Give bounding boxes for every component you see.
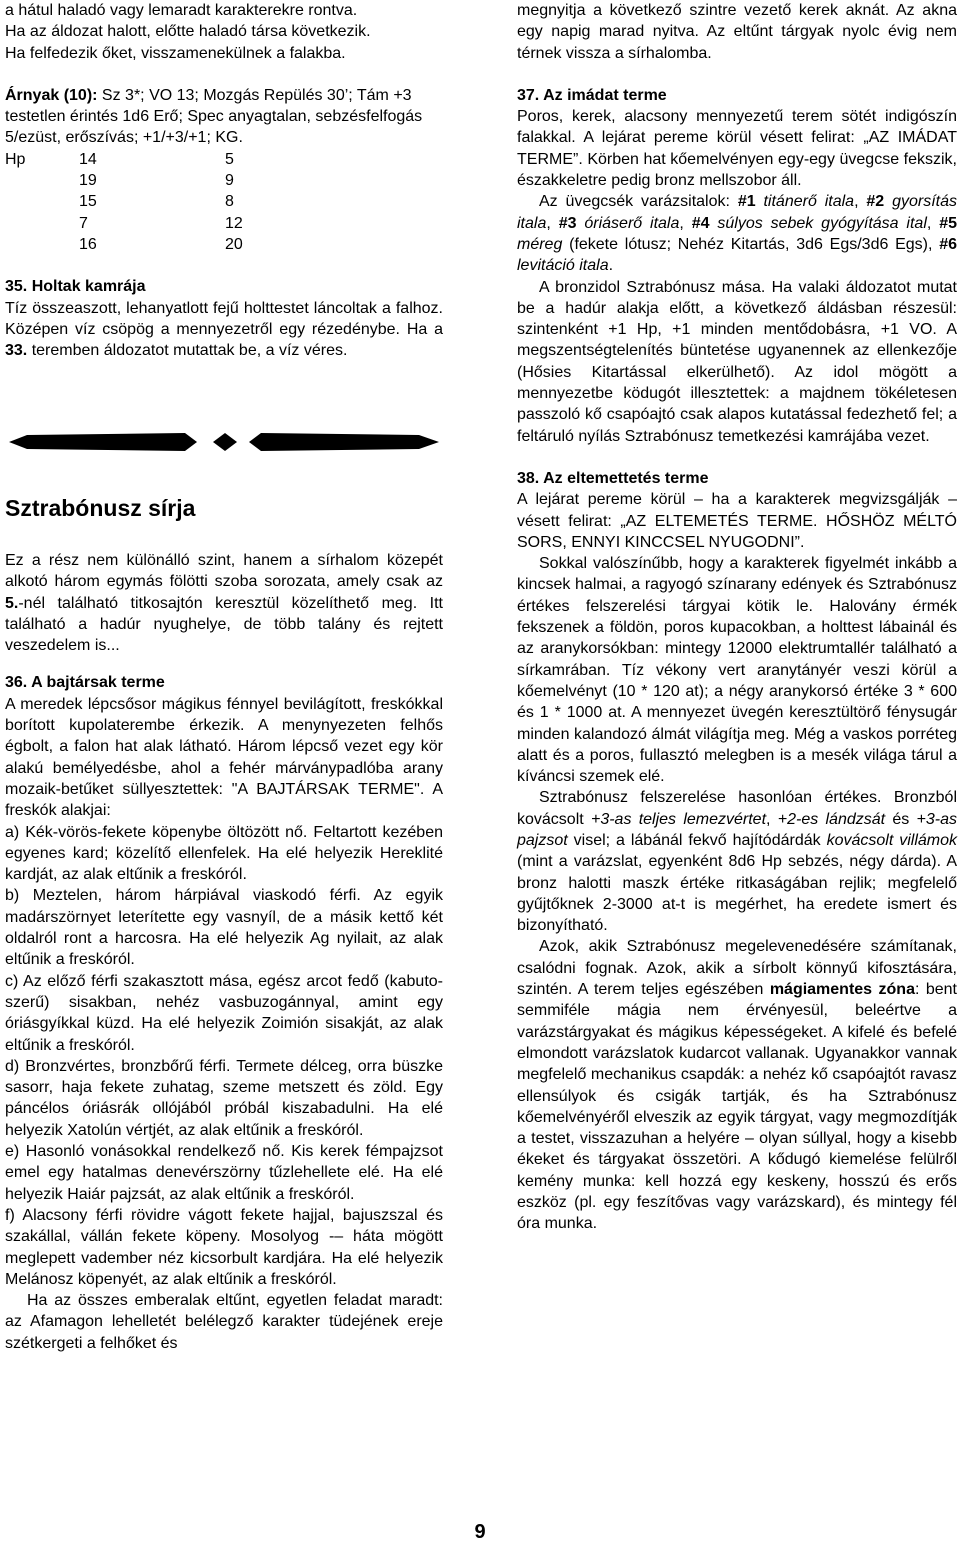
- section-title: Sztrabónusz sírja: [5, 495, 196, 521]
- room-36-text: A meredek lépcsősor mágikus fénnyel bevilágított, freskókkal borított kupolaterembe érkezik. A menynyezeten felhős égbolt, a falon hat alak látható. Három lépcső vezet egy kör alakú bemélyedésbe, ahol a fehér márványpadlóba arany mozaik-betűket süllyesztettek: "A BAJTÁRSAK TERME". A freskók alakjai:: [5, 695, 443, 820]
- room-37-heading: 37. Az imádat terme: [517, 86, 667, 104]
- room-38-p1: A lejárat pereme körül – ha a karakterek megvizsgálják – vésett felirat: „AZ ELTEMETÉS TERME. HŐSHÖZ MÉLTÓ SORS, ENNYI KINCCSEL NYUGODNI”.: [517, 491, 957, 551]
- intro-line-2: Ha az áldozat halott, előtte haladó társa következik.: [5, 23, 371, 41]
- room-38-p2: Sokkal valószínűbb, hogy a karakterek figyelmét inkább a kincsek halmai, a ragyogó színarany edények és Sztrabónusz értékes felszerelési tárgyai kötik le. Halovány érmék fekszenek a földön, poros kupacokban, a holttest lábainál és az aranykorsókban: mintegy 12000 elektrumtallér található a sírkamrában. Tíz vékony vert aranytányér veszi körül a kőemelvényt (10 * 120 at); a négy aranykorsó értéke 3 * 600 és 1 * 1000 at. A mennyezet üvegén keresztültörő fénysugár minden kalandozó álmát világítja meg. Még a vaskos porréteg alatt és a poros, fullasztó melegben is a mesék világa tárul a kíváncsi szemek elé.: [517, 555, 957, 786]
- fresco-item-e: e) Hasonló vonásokkal rendelkező nő. Kis kerek fémpajzsot emel egy hatalmas denevérszörny tűzlehellete elé. Ha elé helyezik Haiár pajzsát, az alak eltűnik a freskóról.: [5, 1143, 443, 1203]
- hp-label: Hp: [5, 150, 26, 168]
- hp-row: [5, 191, 265, 212]
- left-column-lower: [5, 550, 443, 1354]
- shadow-stat-name: Árnyak (10):: [5, 86, 98, 104]
- room-37-p3: A bronzidol Sztrabónusz mása. Ha valaki áldozatot mutat be a hadúr alakja előtt, a következő áldásban részesül: szintenként +1 Hp, +1 minden mentődobásra, +1 VO. A megszentségtelenítés büntetése ugyanennek az ellenkezője (Hősies Kitartással elkerülhető). Az idol mögött a mennyezetbe ködugót illesztettek: a majdnem tökéletesen passzoló kő csapóajtó csak alapos kutatással fedezhető fel; a feltáruló nyílás Sztrabónusz temetkezési kamrájába vezet.: [517, 278, 957, 445]
- shadow-stat-block: [5, 85, 443, 149]
- hp-value: 14: [79, 150, 97, 168]
- hp-value: 12: [225, 214, 243, 232]
- hp-value: 7: [79, 214, 88, 232]
- room-37-potions: Az üvegcsék varázsitalok: #1 titánerő itala, #2 gyorsítás itala, #3 óriáserő itala, #4 súlyos sebek gyógyítása ital, #5 méreg (fekete lótusz; Nehéz Kitartás, 3d6 Egs/3d6 Egs), #6 levitáció itala.: [517, 193, 958, 275]
- room-36-heading: 36. A bajtársak terme: [5, 674, 165, 692]
- intro-line-1: a hátul haladó vagy lemaradt karakterekre rontva.: [5, 2, 358, 19]
- section-intro: Ez a rész nem különálló szint, hanem a sírhalom közepét alkotó három egymás fölötti szoba sorozata, amely csak az 5.-nél található titkosajtón keresztül közelíthető meg. Itt található a hadúr nyughelye, de több talány és rejtett veszedelem is...: [5, 552, 443, 655]
- page-number: 9: [474, 1521, 486, 1543]
- room-36-closing: Ha az összes emberalak eltűnt, egyetlen feladat maradt: az Afamagon lehelletét belélegző karakter tüdejének ereje szétkergeti a felhőket és: [5, 1292, 443, 1352]
- fresco-item-c: c) Az előző férfi szakasztott mása, egész arcot fedő (kabuto-szerű) sisakban, nehéz vasbuzogánnyal, amint egy óriásgyíkkal küzd. Ha elé helyezik Zoimión sisakját, az alak eltűnik a freskóról.: [5, 972, 443, 1054]
- section-divider-ornament: [5, 426, 443, 458]
- fresco-item-a: a) Kék-vörös-fekete köpenybe öltözött nő. Feltartott kezében egyenes kard; közelítő ellenfelek. Ha elé helyezik Hereklité kardját, az alak eltűnik a freskóról.: [5, 823, 443, 884]
- fresco-item-f: f) Alacsony férfi rövidre vágott fekete hajjal, bajuszszal és szakállal, vállán fekete köpeny. Mosolyog -– háta mögött meglepett vadember néz kicsorbult kardjára. Ha elé helyezik Melánosz köpenyét, az alak eltűnik a freskóról.: [5, 1206, 443, 1288]
- hp-value: 5: [225, 150, 234, 168]
- right-column: [517, 0, 957, 1235]
- fresco-item-d: d) Bronzvértes, bronzbőrű férfi. Termete délceg, orra büszke sasorr, haja fekete zuhatag, szeme metszett és zöld. Egy páncélos óriásrák ollójából próbál kiszabadulni. Ha elé helyezik Xatolún vértjét, az alak eltűnik a freskóról.: [5, 1057, 443, 1139]
- left-column: [5, 0, 443, 361]
- hp-value: 9: [225, 172, 234, 190]
- room-36-continuation: megnyitja a következő szintre vezető kerek aknát. Az akna egy napig marad nyitva. Az eltűnt tárgyak nyolc évig nem térnek vissza a sírhalomba.: [517, 2, 957, 62]
- hp-row: [5, 149, 265, 170]
- hp-value: 15: [79, 193, 97, 211]
- hp-row: [5, 170, 265, 191]
- room-35-heading: 35. Holtak kamrája: [5, 278, 146, 296]
- room-38-heading: 38. Az eltemettetés terme: [517, 469, 709, 487]
- hp-table: [5, 149, 265, 255]
- intro-line-3: Ha felfedezik őket, visszamenekülnek a falakba.: [5, 44, 346, 62]
- room-35-text: Tíz összeaszott, lehanyatlott fejű holttestet láncoltak a falhoz. Középen víz csöpög a mennyezetről egy rézedénybe. Ha a 33. teremben áldozatot mutattak be, a víz véres.: [5, 299, 443, 360]
- hp-row: [5, 213, 265, 234]
- hp-value: 16: [79, 235, 97, 253]
- hp-value: 20: [225, 235, 243, 253]
- room-37-p1: Poros, kerek, alacsony mennyezetű terem sötét indigószín falakkal. A lejárat pereme körül vésett felirat: „AZ IMÁDAT TERME”. Körben hat kőemelvényen egy-egy üvegcse fekszik, északkeletre pedig bronz mellszobor áll.: [517, 108, 957, 190]
- fresco-item-b: b) Meztelen, három hárpiával viaskodó férfi. Az egyik madárszörnyet leterítette egy vasnyíl, de a másik kettő két oldalról ront a harcosra. Ha elé helyezik Ag nyilait, az alak eltűnik a freskóról.: [5, 887, 443, 969]
- hp-value: 19: [79, 172, 97, 190]
- hp-row: [5, 234, 265, 255]
- shadow-stat-text: Sz 3*; VO 13; Mozgás Repülés 30’; Tám +3 testetlen érintés 1d6 Erő; Spec anyagtalan, sebzésfelfogás 5/ezüst, erőszívás; +1/+3/+1; KG.: [5, 86, 423, 147]
- hp-value: 8: [225, 193, 234, 211]
- room-38-p4: Azok, akik Sztrabónusz megelevenedésére számítanak, csalódni fognak. Azok, akik a sírbolt könnyű kifosztására, szintén. A terem teljes egészében mágiamentes zóna: bent semmiféle mágia nem érvényesül, beleértve a varázstárgyakat és mágikus képességeket. A kifelé és befelé elmondott varázslatok kudarcot vallanak. Ugyanakkor vannak megfelelő mechanikus csapdák: a nehéz kő csapóajtót ravasz ellensúlyok és csigák tartják, és ha Sztrabónusz kőemelvényéről elveszik az egyik tárgyat, vagy megmozdítják a testet, visszazuhan a helyére – olyan súllyal, hogy a kisebb ékeket és tárgyakat összetöri. A kődugó kiemelése felülről kemény munka: kell hozzá egy keskeny, hosszú és erős eszköz (pl. egy feszítővas vagy varázskard), és mintegy fél óra munka.: [517, 938, 957, 1233]
- room-38-p3: Sztrabónusz felszerelése hasonlóan értékes. Bronzból kovácsolt +3-as teljes lemezvértet, +2-es lándzsát és +3-as pajzsot visel; a lábánál fekvő hajítódárdák kovácsolt villámok (mint a varázslat, egyenként 8d6 Hp sebzés, négy dárda). A bronz halotti maszk értéke ritkaságában rejlik; megfelelő gyűjtőknek 2-3000 at-t is megérhet, ha eredete ismert és bizonyítható.: [517, 789, 958, 935]
